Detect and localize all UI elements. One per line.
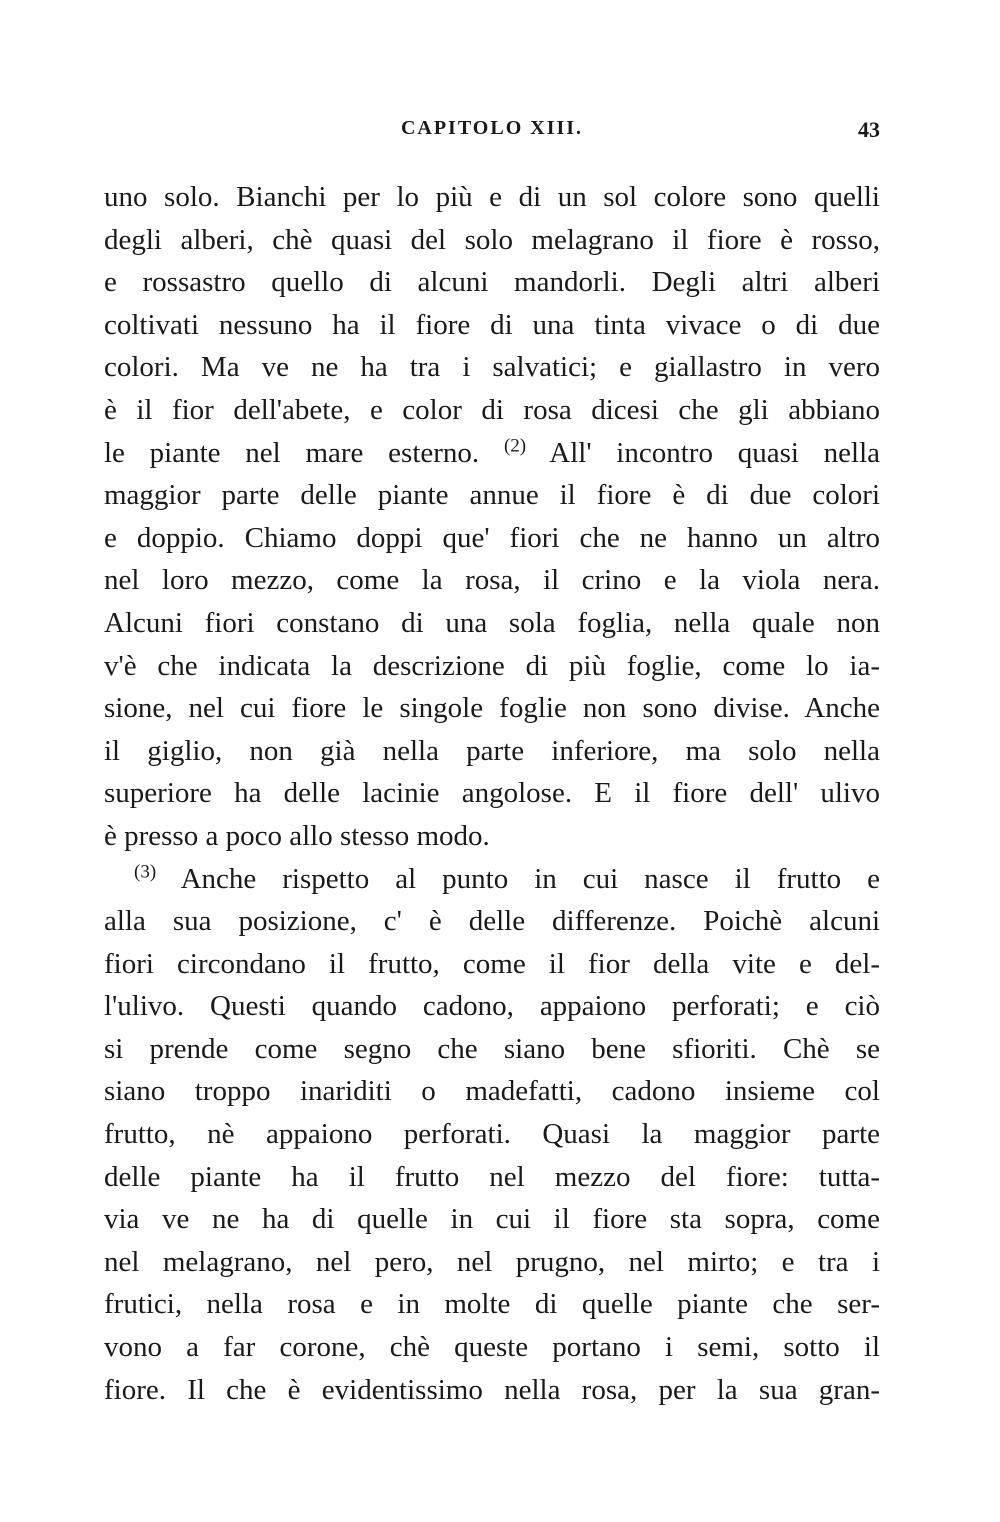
text-line: via ve ne ha di quelle in cui il fiore sta sopra, come <box>104 1203 880 1236</box>
text-line: degli alberi, chè quasi del solo melagrano il fiore è rosso, <box>104 223 880 256</box>
text-line: uno solo. Bianchi per lo più e di un sol colore sono quelli <box>104 181 880 213</box>
text-line: superiore ha delle lacinie angolose. E il fiore dell' ulivo <box>104 777 880 810</box>
running-head <box>104 117 880 147</box>
text-line: fiori circondano il frutto, come il fior della vite e del- <box>104 947 880 980</box>
text-line: colori. Ma ve ne ha tra i salvatici; e giallastro in vero <box>104 351 880 384</box>
text-line: maggior parte delle piante annue il fiore è di due colori <box>104 479 880 512</box>
text-line: e rossastro quello di alcuni mandorli. Degli altri alberi <box>104 266 880 299</box>
text-line: sione, nel cui fiore le singole foglie non sono divise. Anche <box>104 692 880 725</box>
page-number: 43 <box>858 117 880 142</box>
text-segment: le piante nel mare esterno. <box>104 436 480 469</box>
text-line: fiore. Il che è evidentissimo nella rosa, per la sua gran- <box>104 1373 880 1406</box>
text-line-with-footnote <box>104 432 880 475</box>
text-line: frutici, nella rosa e in molte di quelle piante che ser- <box>104 1288 880 1321</box>
text-line-with-footnote <box>104 858 880 901</box>
chapter-title: CAPITOLO XIII. <box>400 117 584 139</box>
body-text <box>104 176 880 1411</box>
text-line: è il fior dell'abete, e color di rosa dicesi che gli abbiano <box>104 393 880 426</box>
text-segment: All' incontro quasi nella <box>549 436 880 469</box>
text-line: frutto, nè appaiono perforati. Quasi la maggior parte <box>104 1118 880 1151</box>
text-line: è presso a poco allo stesso modo. <box>104 819 490 852</box>
footnote-marker: (2) <box>503 434 527 456</box>
text-line: si prende come segno che siano bene sfioriti. Chè se <box>104 1032 880 1065</box>
text-line: delle piante ha il frutto nel mezzo del fiore: tutta- <box>104 1160 880 1193</box>
footnote-marker: (3) <box>134 860 157 882</box>
text-line: alla sua posizione, c' è delle differenze. Poichè alcuni <box>104 905 880 938</box>
text-segment: Anche rispetto al punto in cui nasce il frutto e <box>180 862 880 895</box>
text-line: e doppio. Chiamo doppi que' fiori che ne hanno un altro <box>104 521 880 554</box>
text-line: Alcuni fiori constano di una sola foglia, nella quale non <box>104 606 880 639</box>
text-line: il giglio, non già nella parte inferiore, ma solo nella <box>104 734 880 767</box>
text-line: v'è che indicata la descrizione di più foglie, come lo ia- <box>104 649 880 682</box>
text-line: nel melagrano, nel pero, nel prugno, nel mirto; e tra i <box>104 1245 880 1278</box>
text-line: coltivati nessuno ha il fiore di una tinta vivace o di due <box>104 308 880 341</box>
text-line: siano troppo inariditi o madefatti, cadono insieme col <box>104 1075 880 1108</box>
text-line: l'ulivo. Questi quando cadono, appaiono perforati; e ciò <box>104 990 880 1023</box>
text-line: nel loro mezzo, come la rosa, il crino e la viola nera. <box>104 564 880 597</box>
text-line: vono a far corone, chè queste portano i semi, sotto il <box>104 1331 880 1364</box>
